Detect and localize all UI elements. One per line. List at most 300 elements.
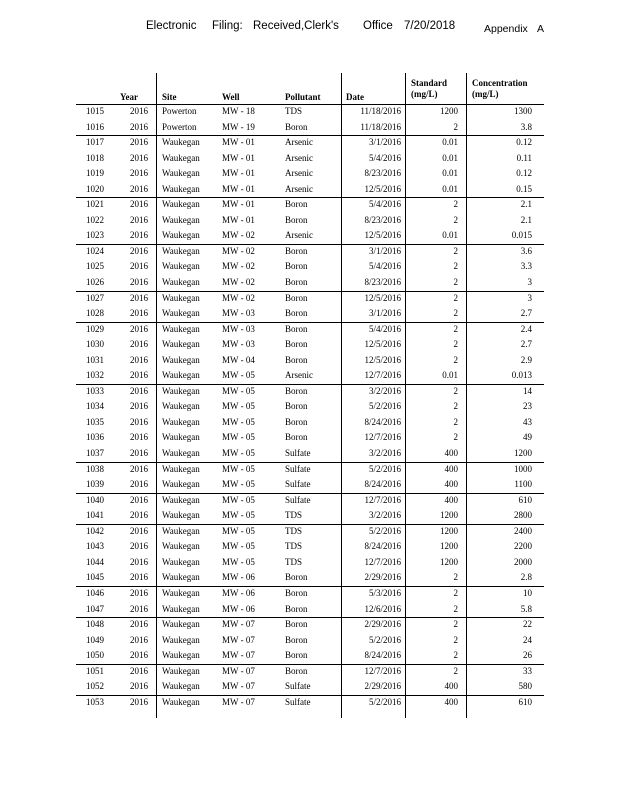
pollutant-cell: Boron	[285, 121, 308, 132]
concentration-cell: 3.3	[520, 261, 532, 272]
date-cell: 8/23/2016	[364, 277, 401, 288]
concentration-cell: 0.015	[511, 230, 532, 241]
pollutant-cell: Boron	[285, 401, 308, 412]
date-cell: 3/1/2016	[368, 245, 401, 256]
standard-cell: 1200	[440, 510, 458, 521]
well-cell: MW - 05	[222, 510, 255, 521]
concentration-cell: 2800	[514, 510, 532, 521]
well-cell: MW - 05	[222, 541, 255, 552]
table-row	[0, 430, 618, 446]
pollutant-cell: Boron	[285, 323, 308, 334]
date-cell: 5/4/2016	[368, 199, 401, 210]
concentration-cell: 2.9	[520, 354, 532, 365]
standard-cell: 2	[453, 572, 458, 583]
concentration-cell: 2.1	[520, 199, 532, 210]
date-cell: 2/29/2016	[364, 572, 401, 583]
site-cell: Waukegan	[162, 292, 200, 303]
well-cell: MW - 04	[222, 354, 255, 365]
col-year: Year	[120, 92, 138, 102]
concentration-cell: 2.7	[520, 308, 532, 319]
table-row	[0, 493, 618, 509]
year-cell: 2016	[130, 339, 148, 350]
row-id: 1051	[86, 665, 104, 676]
row-id: 1047	[86, 603, 104, 614]
standard-cell: 0.01	[442, 230, 458, 241]
pollutant-cell: Boron	[285, 634, 308, 645]
concentration-cell: 0.12	[516, 137, 532, 148]
row-id: 1035	[86, 416, 104, 427]
standard-cell: 0.01	[442, 152, 458, 163]
date-cell: 5/2/2016	[368, 634, 401, 645]
standard-cell: 2	[453, 401, 458, 412]
site-cell: Waukegan	[162, 681, 200, 692]
row-id: 1021	[86, 199, 104, 210]
year-cell: 2016	[130, 370, 148, 381]
year-cell: 2016	[130, 634, 148, 645]
row-id: 1043	[86, 541, 104, 552]
table-row	[0, 415, 618, 431]
well-cell: MW - 07	[222, 619, 255, 630]
table-row	[0, 322, 618, 338]
site-cell: Powerton	[162, 106, 197, 116]
date-cell: 12/6/2016	[364, 603, 401, 614]
well-cell: MW - 03	[222, 308, 255, 319]
concentration-cell: 2000	[514, 556, 532, 567]
standard-cell: 2	[453, 634, 458, 645]
table-row	[0, 213, 618, 229]
concentration-cell: 2.8	[520, 572, 532, 583]
pollutant-cell: Boron	[285, 199, 308, 210]
concentration-cell: 3	[527, 277, 532, 288]
header-filing: Filing:	[212, 20, 243, 32]
site-cell: Waukegan	[162, 385, 200, 396]
site-cell: Waukegan	[162, 510, 200, 521]
well-cell: MW - 01	[222, 168, 255, 179]
year-cell: 2016	[130, 168, 148, 179]
site-cell: Waukegan	[162, 401, 200, 412]
year-cell: 2016	[130, 121, 148, 132]
well-cell: MW - 02	[222, 292, 255, 303]
standard-cell: 0.01	[442, 137, 458, 148]
row-id: 1052	[86, 681, 104, 692]
pollutant-cell: Boron	[285, 261, 308, 272]
year-cell: 2016	[130, 510, 148, 521]
date-cell: 2/29/2016	[364, 619, 401, 630]
site-cell: Waukegan	[162, 339, 200, 350]
row-id: 1053	[86, 696, 104, 707]
table-row	[0, 353, 618, 369]
site-cell: Waukegan	[162, 199, 200, 210]
site-cell: Waukegan	[162, 448, 200, 459]
site-cell: Waukegan	[162, 603, 200, 614]
pollutant-cell: Arsenic	[285, 152, 313, 163]
standard-cell: 2	[453, 603, 458, 614]
year-cell: 2016	[130, 479, 148, 490]
table-row	[0, 384, 618, 400]
concentration-cell: 43	[523, 416, 532, 427]
pollutant-cell: Arsenic	[285, 370, 313, 381]
row-id: 1020	[86, 183, 104, 194]
well-cell: MW - 06	[222, 587, 255, 598]
pollutant-cell: Arsenic	[285, 168, 313, 179]
standard-cell: 1200	[440, 541, 458, 552]
well-cell: MW - 07	[222, 665, 255, 676]
pollutant-cell: Boron	[285, 339, 308, 350]
row-id: 1046	[86, 587, 104, 598]
pollutant-cell: Boron	[285, 432, 308, 443]
well-cell: MW - 05	[222, 556, 255, 567]
date-cell: 5/4/2016	[368, 152, 401, 163]
site-cell: Waukegan	[162, 261, 200, 272]
row-id: 1037	[86, 448, 104, 459]
date-cell: 3/2/2016	[368, 448, 401, 459]
standard-cell: 2	[453, 323, 458, 334]
site-cell: Waukegan	[162, 432, 200, 443]
site-cell: Powerton	[162, 121, 197, 132]
row-id: 1022	[86, 214, 104, 225]
site-cell: Waukegan	[162, 587, 200, 598]
concentration-cell: 1000	[514, 463, 532, 474]
table-row	[0, 259, 618, 275]
year-cell: 2016	[130, 494, 148, 505]
table-row	[0, 244, 618, 260]
year-cell: 2016	[130, 463, 148, 474]
concentration-cell: 33	[523, 665, 532, 676]
pollutant-cell: Boron	[285, 650, 308, 661]
table-row	[0, 602, 618, 618]
year-cell: 2016	[130, 619, 148, 630]
well-cell: MW - 07	[222, 650, 255, 661]
pollutant-cell: Sulfate	[285, 448, 311, 459]
col-well: Well	[222, 92, 240, 102]
pollutant-cell: Boron	[285, 245, 308, 256]
table-row	[0, 228, 618, 244]
table-row	[0, 633, 618, 649]
well-cell: MW - 05	[222, 416, 255, 427]
well-cell: MW - 05	[222, 525, 255, 536]
concentration-cell: 26	[523, 650, 532, 661]
site-cell: Waukegan	[162, 619, 200, 630]
date-cell: 3/1/2016	[368, 137, 401, 148]
date-cell: 12/5/2016	[364, 230, 401, 241]
col-concentration-unit: (mg/L)	[472, 89, 499, 99]
row-id: 1024	[86, 245, 104, 256]
site-cell: Waukegan	[162, 214, 200, 225]
standard-cell: 2	[453, 121, 458, 132]
row-id: 1028	[86, 308, 104, 319]
year-cell: 2016	[130, 385, 148, 396]
row-id: 1023	[86, 230, 104, 241]
date-cell: 12/7/2016	[364, 370, 401, 381]
concentration-cell: 5.8	[520, 603, 532, 614]
date-cell: 12/5/2016	[364, 292, 401, 303]
year-cell: 2016	[130, 199, 148, 210]
year-cell: 2016	[130, 432, 148, 443]
standard-cell: 2	[453, 385, 458, 396]
site-cell: Waukegan	[162, 277, 200, 288]
table-row	[0, 182, 618, 198]
standard-cell: 400	[444, 696, 458, 707]
concentration-cell: 2.1	[520, 214, 532, 225]
concentration-cell: 3.8	[520, 121, 532, 132]
date-cell: 5/2/2016	[368, 463, 401, 474]
header-date: 7/20/2018	[404, 20, 456, 32]
table-row	[0, 120, 618, 136]
date-cell: 11/18/2016	[360, 121, 401, 132]
site-cell: Waukegan	[162, 494, 200, 505]
site-cell: Waukegan	[162, 137, 200, 148]
table-row	[0, 539, 618, 555]
table-row	[0, 104, 618, 120]
table-row	[0, 617, 618, 633]
date-cell: 8/24/2016	[364, 416, 401, 427]
row-id: 1030	[86, 339, 104, 350]
date-cell: 12/7/2016	[364, 432, 401, 443]
pollutant-cell: Boron	[285, 308, 308, 319]
standard-cell: 2	[453, 199, 458, 210]
col-concentration: Concentration	[472, 78, 528, 88]
col-standard: Standard	[411, 78, 448, 88]
concentration-cell: 2.7	[520, 339, 532, 350]
well-cell: MW - 02	[222, 261, 255, 272]
date-cell: 12/7/2016	[364, 556, 401, 567]
row-id: 1026	[86, 277, 104, 288]
well-cell: MW - 05	[222, 479, 255, 490]
date-cell: 12/5/2016	[364, 183, 401, 194]
concentration-cell: 22	[523, 619, 532, 630]
row-id: 1045	[86, 572, 104, 583]
standard-cell: 2	[453, 619, 458, 630]
date-cell: 5/2/2016	[368, 401, 401, 412]
pollutant-cell: TDS	[285, 106, 303, 116]
standard-cell: 0.01	[442, 183, 458, 194]
standard-cell: 2	[453, 308, 458, 319]
table-row	[0, 477, 618, 493]
well-cell: MW - 02	[222, 277, 255, 288]
pollutant-cell: Boron	[285, 292, 308, 303]
row-id: 1031	[86, 354, 104, 365]
concentration-cell: 23	[523, 401, 532, 412]
standard-cell: 400	[444, 681, 458, 692]
table-row	[0, 570, 618, 586]
year-cell: 2016	[130, 681, 148, 692]
concentration-cell: 2200	[514, 541, 532, 552]
table-row	[0, 508, 618, 524]
site-cell: Waukegan	[162, 696, 200, 707]
year-cell: 2016	[130, 152, 148, 163]
row-id: 1033	[86, 385, 104, 396]
year-cell: 2016	[130, 650, 148, 661]
year-cell: 2016	[130, 448, 148, 459]
pollutant-cell: Boron	[285, 603, 308, 614]
year-cell: 2016	[130, 354, 148, 365]
concentration-cell: 0.12	[516, 168, 532, 179]
date-cell: 8/24/2016	[364, 479, 401, 490]
table-row	[0, 291, 618, 307]
date-cell: 3/1/2016	[368, 308, 401, 319]
pollutant-cell: Sulfate	[285, 494, 311, 505]
standard-cell: 2	[453, 214, 458, 225]
date-cell: 5/4/2016	[368, 261, 401, 272]
pollutant-cell: TDS	[285, 556, 303, 567]
site-cell: Waukegan	[162, 308, 200, 319]
well-cell: MW - 05	[222, 370, 255, 381]
date-cell: 3/2/2016	[368, 510, 401, 521]
year-cell: 2016	[130, 525, 148, 536]
concentration-cell: 1200	[514, 448, 532, 459]
well-cell: MW - 05	[222, 432, 255, 443]
standard-cell: 2	[453, 261, 458, 272]
concentration-cell: 1300	[514, 106, 532, 116]
table-row	[0, 368, 618, 384]
pollutant-cell: Sulfate	[285, 681, 311, 692]
well-cell: MW - 19	[222, 121, 255, 132]
well-cell: MW - 01	[222, 137, 255, 148]
standard-cell: 2	[453, 587, 458, 598]
year-cell: 2016	[130, 416, 148, 427]
year-cell: 2016	[130, 292, 148, 303]
well-cell: MW - 05	[222, 385, 255, 396]
site-cell: Waukegan	[162, 168, 200, 179]
site-cell: Waukegan	[162, 416, 200, 427]
table-row	[0, 462, 618, 478]
standard-cell: 400	[444, 494, 458, 505]
well-cell: MW - 02	[222, 245, 255, 256]
well-cell: MW - 07	[222, 634, 255, 645]
table-row	[0, 586, 618, 602]
site-cell: Waukegan	[162, 479, 200, 490]
site-cell: Waukegan	[162, 572, 200, 583]
year-cell: 2016	[130, 541, 148, 552]
row-id: 1040	[86, 494, 104, 505]
year-cell: 2016	[130, 603, 148, 614]
year-cell: 2016	[130, 696, 148, 707]
col-standard-unit: (mg/L)	[411, 89, 438, 99]
year-cell: 2016	[130, 137, 148, 148]
site-cell: Waukegan	[162, 230, 200, 241]
pollutant-cell: Sulfate	[285, 479, 311, 490]
well-cell: MW - 02	[222, 230, 255, 241]
concentration-cell: 0.013	[511, 370, 532, 381]
well-cell: MW - 07	[222, 681, 255, 692]
date-cell: 3/2/2016	[368, 385, 401, 396]
concentration-cell: 0.11	[516, 152, 532, 163]
year-cell: 2016	[130, 401, 148, 412]
site-cell: Waukegan	[162, 183, 200, 194]
table-row	[0, 135, 618, 151]
well-cell: MW - 06	[222, 572, 255, 583]
concentration-cell: 0.15	[516, 183, 532, 194]
col-site: Site	[162, 92, 177, 102]
standard-cell: 400	[444, 479, 458, 490]
table-row	[0, 151, 618, 167]
row-id: 1034	[86, 401, 104, 412]
pollutant-cell: Boron	[285, 587, 308, 598]
pollutant-cell: TDS	[285, 541, 303, 552]
concentration-cell: 3.6	[520, 245, 532, 256]
site-cell: Waukegan	[162, 354, 200, 365]
concentration-cell: 1100	[514, 479, 532, 490]
standard-cell: 0.01	[442, 168, 458, 179]
standard-cell: 1200	[440, 525, 458, 536]
date-cell: 5/2/2016	[368, 525, 401, 536]
row-id: 1015	[86, 106, 104, 116]
date-cell: 5/2/2016	[368, 696, 401, 707]
site-cell: Waukegan	[162, 463, 200, 474]
pollutant-cell: Arsenic	[285, 230, 313, 241]
standard-cell: 400	[444, 463, 458, 474]
date-cell: 12/7/2016	[364, 665, 401, 676]
row-id: 1016	[86, 121, 104, 132]
col-pollutant: Pollutant	[285, 92, 321, 102]
table-row	[0, 555, 618, 571]
site-cell: Waukegan	[162, 323, 200, 334]
year-cell: 2016	[130, 245, 148, 256]
pollutant-cell: Boron	[285, 214, 308, 225]
row-id: 1019	[86, 168, 104, 179]
well-cell: MW - 01	[222, 152, 255, 163]
date-cell: 5/3/2016	[368, 587, 401, 598]
row-id: 1032	[86, 370, 104, 381]
date-cell: 12/5/2016	[364, 354, 401, 365]
concentration-cell: 2.4	[520, 323, 532, 334]
pollutant-cell: Boron	[285, 665, 308, 676]
site-cell: Waukegan	[162, 152, 200, 163]
year-cell: 2016	[130, 106, 148, 116]
row-id: 1049	[86, 634, 104, 645]
site-cell: Waukegan	[162, 650, 200, 661]
concentration-cell: 10	[523, 587, 532, 598]
header-electronic: Electronic	[146, 20, 197, 32]
table-row	[0, 524, 618, 540]
site-cell: Waukegan	[162, 556, 200, 567]
well-cell: MW - 05	[222, 448, 255, 459]
year-cell: 2016	[130, 183, 148, 194]
date-cell: 8/24/2016	[364, 650, 401, 661]
standard-cell: 2	[453, 292, 458, 303]
well-cell: MW - 01	[222, 214, 255, 225]
pollutant-cell: TDS	[285, 525, 303, 536]
year-cell: 2016	[130, 214, 148, 225]
date-cell: 11/18/2016	[360, 106, 401, 116]
standard-cell: 2	[453, 432, 458, 443]
well-cell: MW - 03	[222, 323, 255, 334]
row-id: 1018	[86, 152, 104, 163]
table-row	[0, 197, 618, 213]
pollutant-cell: Boron	[285, 619, 308, 630]
year-cell: 2016	[130, 572, 148, 583]
table-row	[0, 306, 618, 322]
pollutant-cell: Arsenic	[285, 137, 313, 148]
row-id: 1050	[86, 650, 104, 661]
row-id: 1039	[86, 479, 104, 490]
date-cell: 12/5/2016	[364, 339, 401, 350]
year-cell: 2016	[130, 556, 148, 567]
table-row	[0, 275, 618, 291]
concentration-cell: 610	[518, 696, 532, 707]
concentration-cell: 580	[518, 681, 532, 692]
col-date: Date	[346, 92, 364, 102]
concentration-cell: 610	[518, 494, 532, 505]
site-cell: Waukegan	[162, 370, 200, 381]
pollutant-cell: Boron	[285, 277, 308, 288]
site-cell: Waukegan	[162, 541, 200, 552]
standard-cell: 2	[453, 245, 458, 256]
standard-cell: 0.01	[442, 370, 458, 381]
standard-cell: 1200	[440, 556, 458, 567]
standard-cell: 2	[453, 665, 458, 676]
concentration-cell: 24	[523, 634, 532, 645]
